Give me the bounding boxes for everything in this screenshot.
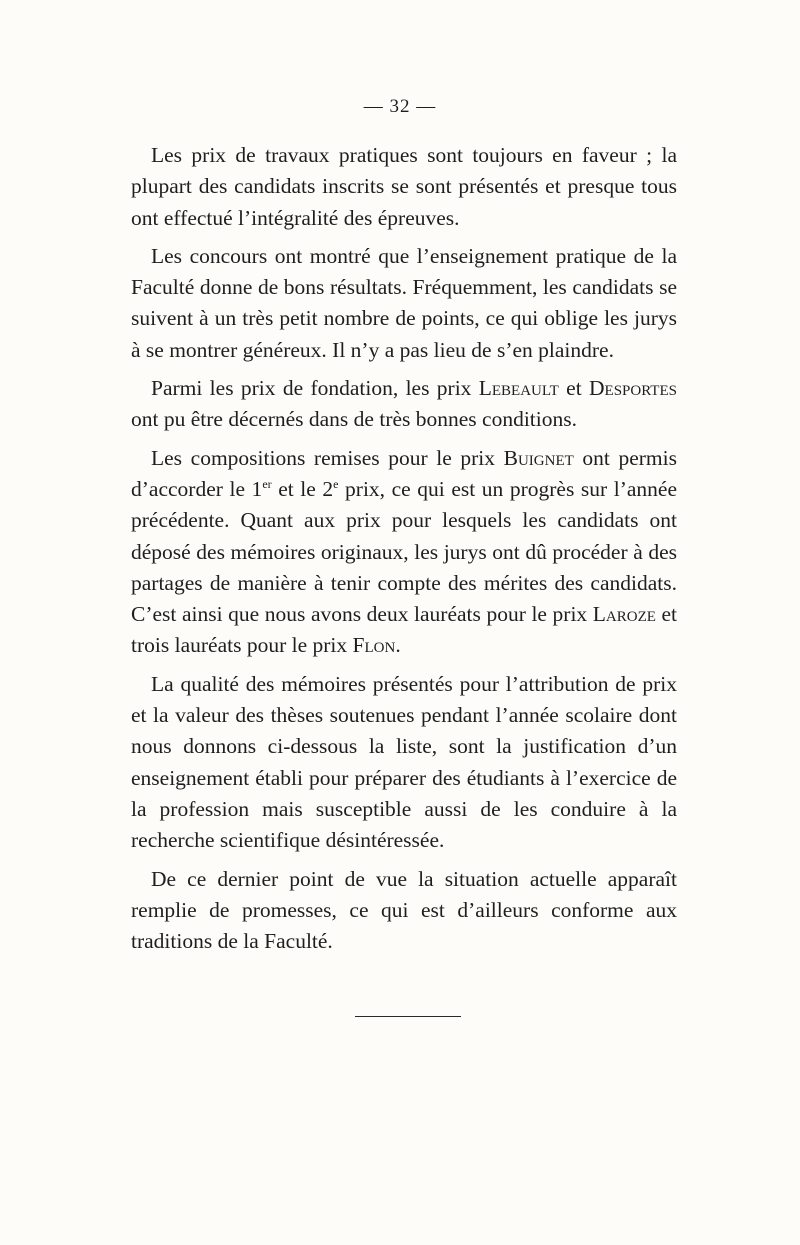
paragraph-text: De ce dernier point de vue la situation actuelle apparaît remplie de promesses, ce qui est d’ailleurs conforme aux traditions de la Faculté. [131,866,677,954]
paragraph-text: ont permis d’accorder le 1 [131,445,677,501]
prize-name: Desportes [589,376,677,401]
paragraph-text: La qualité des mémoires présentés pour l’attribution de prix et la valeur des thèses soutenues pendant l’année scolaire dont nous donnons ci-dessous la liste, sont la justification d’un enseignement établi pour préparer des étudiants à l’exercice de la profession mais susceptible aussi de les conduire à la recherche scientifique désintéressée. [131,671,677,853]
superscript: er [262,476,272,491]
paragraph [131,373,677,436]
paragraph-text: et trois lauréats pour le prix [131,602,677,658]
paragraph [131,443,677,662]
paragraph [131,864,677,958]
text-body [131,140,677,964]
paragraph-text: et le 2 [271,476,334,501]
paragraph-text: et [558,376,589,401]
prize-name: Flon [352,633,396,658]
paragraph-text: Les compositions remises pour le prix [151,445,504,470]
paragraph-text: ont pu être décernés dans de très bonnes conditions. [131,407,577,432]
prize-name: Laroze [592,602,656,627]
paragraph [131,241,677,366]
paragraph [131,140,677,234]
paragraph [131,669,677,857]
superscript: e [333,476,339,491]
paragraph-text: Les prix de travaux pratiques sont toujours en faveur ; la plupart des candidats inscrits se sont présentés et presque tous ont effectué l’intégralité des épreuves. [131,143,677,230]
prize-name: Buignet [503,445,574,470]
paragraph-text: Les concours ont montré que l’enseignement pratique de la Faculté donne de bons résultats. Fréquemment, les candidats se suivent à un très petit nombre de points, ce qui oblige les jurys à se montrer généreux. Il n’y a pas lieu de s’en plaindre. [131,243,677,362]
end-rule [355,1016,461,1017]
page-number: — 32 — [363,96,437,117]
prize-name: Lebeault [478,376,559,401]
paragraph-text: prix, ce qui est un progrès sur l’année précédente. Quant aux prix pour lesquels les candidats ont déposé des mémoires originaux, les jurys ont dû procéder à des partages de manière à tenir compte des mérites des candidats. C’est ainsi que nous avons deux lauréats pour le prix [131,476,677,627]
paragraph-text: Parmi les prix de fondation, les prix [151,376,479,401]
paragraph-text: . [395,633,401,658]
